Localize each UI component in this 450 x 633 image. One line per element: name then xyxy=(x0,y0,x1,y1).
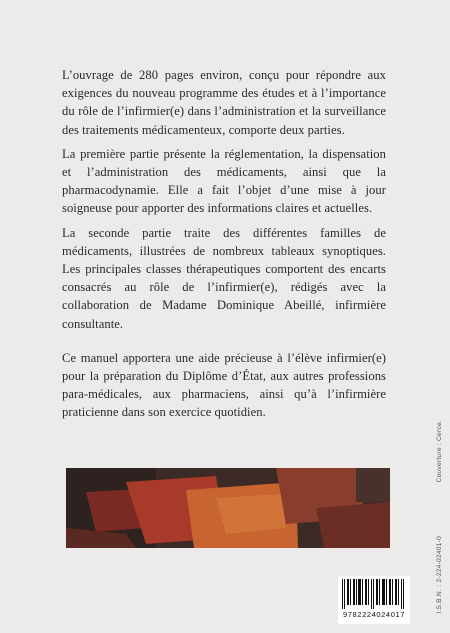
barcode-bars xyxy=(341,579,407,609)
barcode-number: 9782224024017 xyxy=(342,610,406,619)
paragraph-audience: Ce manuel apportera une aide précieuse à l’élève infirmier(e) pour la préparation du Diplôme d’État, aux autres professions para-médicales, aux pharmaciens, ainsi qu’à l’infirmière praticienne dans son exercice quotidien. xyxy=(62,350,386,420)
paragraph-intro: L’ouvrage de 280 pages environ, conçu pour répondre aux exigences du nouveau programme des études et à l’importance du rôle de l’infirmier(e) dans l’administration et la surveillance des traitements médicamenteux, comporte deux parties. xyxy=(62,68,386,137)
abstract-painting xyxy=(66,468,390,548)
barcode xyxy=(338,576,410,624)
description-text xyxy=(62,66,386,428)
isbn-label: I.S.B.N. : 2-224-02401-0 xyxy=(436,536,443,614)
paragraph-first-part: La première partie présente la réglementation, la dispensation et l’administration des médicaments, ainsi que la pharmacodynamie. Elle a fait l’objet d’une mise à jour soigneuse pour apporter des informations claires et actuelles. xyxy=(62,146,386,216)
cover-artwork xyxy=(66,468,390,548)
cover-credit: Couverture : Cerce. xyxy=(436,420,443,483)
paragraph-second-part: La seconde partie traite des différentes familles de médicaments, illustrées de nombreux tableaux synoptiques. Les principales classes thérapeutiques comportent des encarts consacrés au rôle de l’infirmier(e), rédigés avec la collaboration de Madame Dominique Abeillé, infirmière consultante. xyxy=(62,225,386,331)
